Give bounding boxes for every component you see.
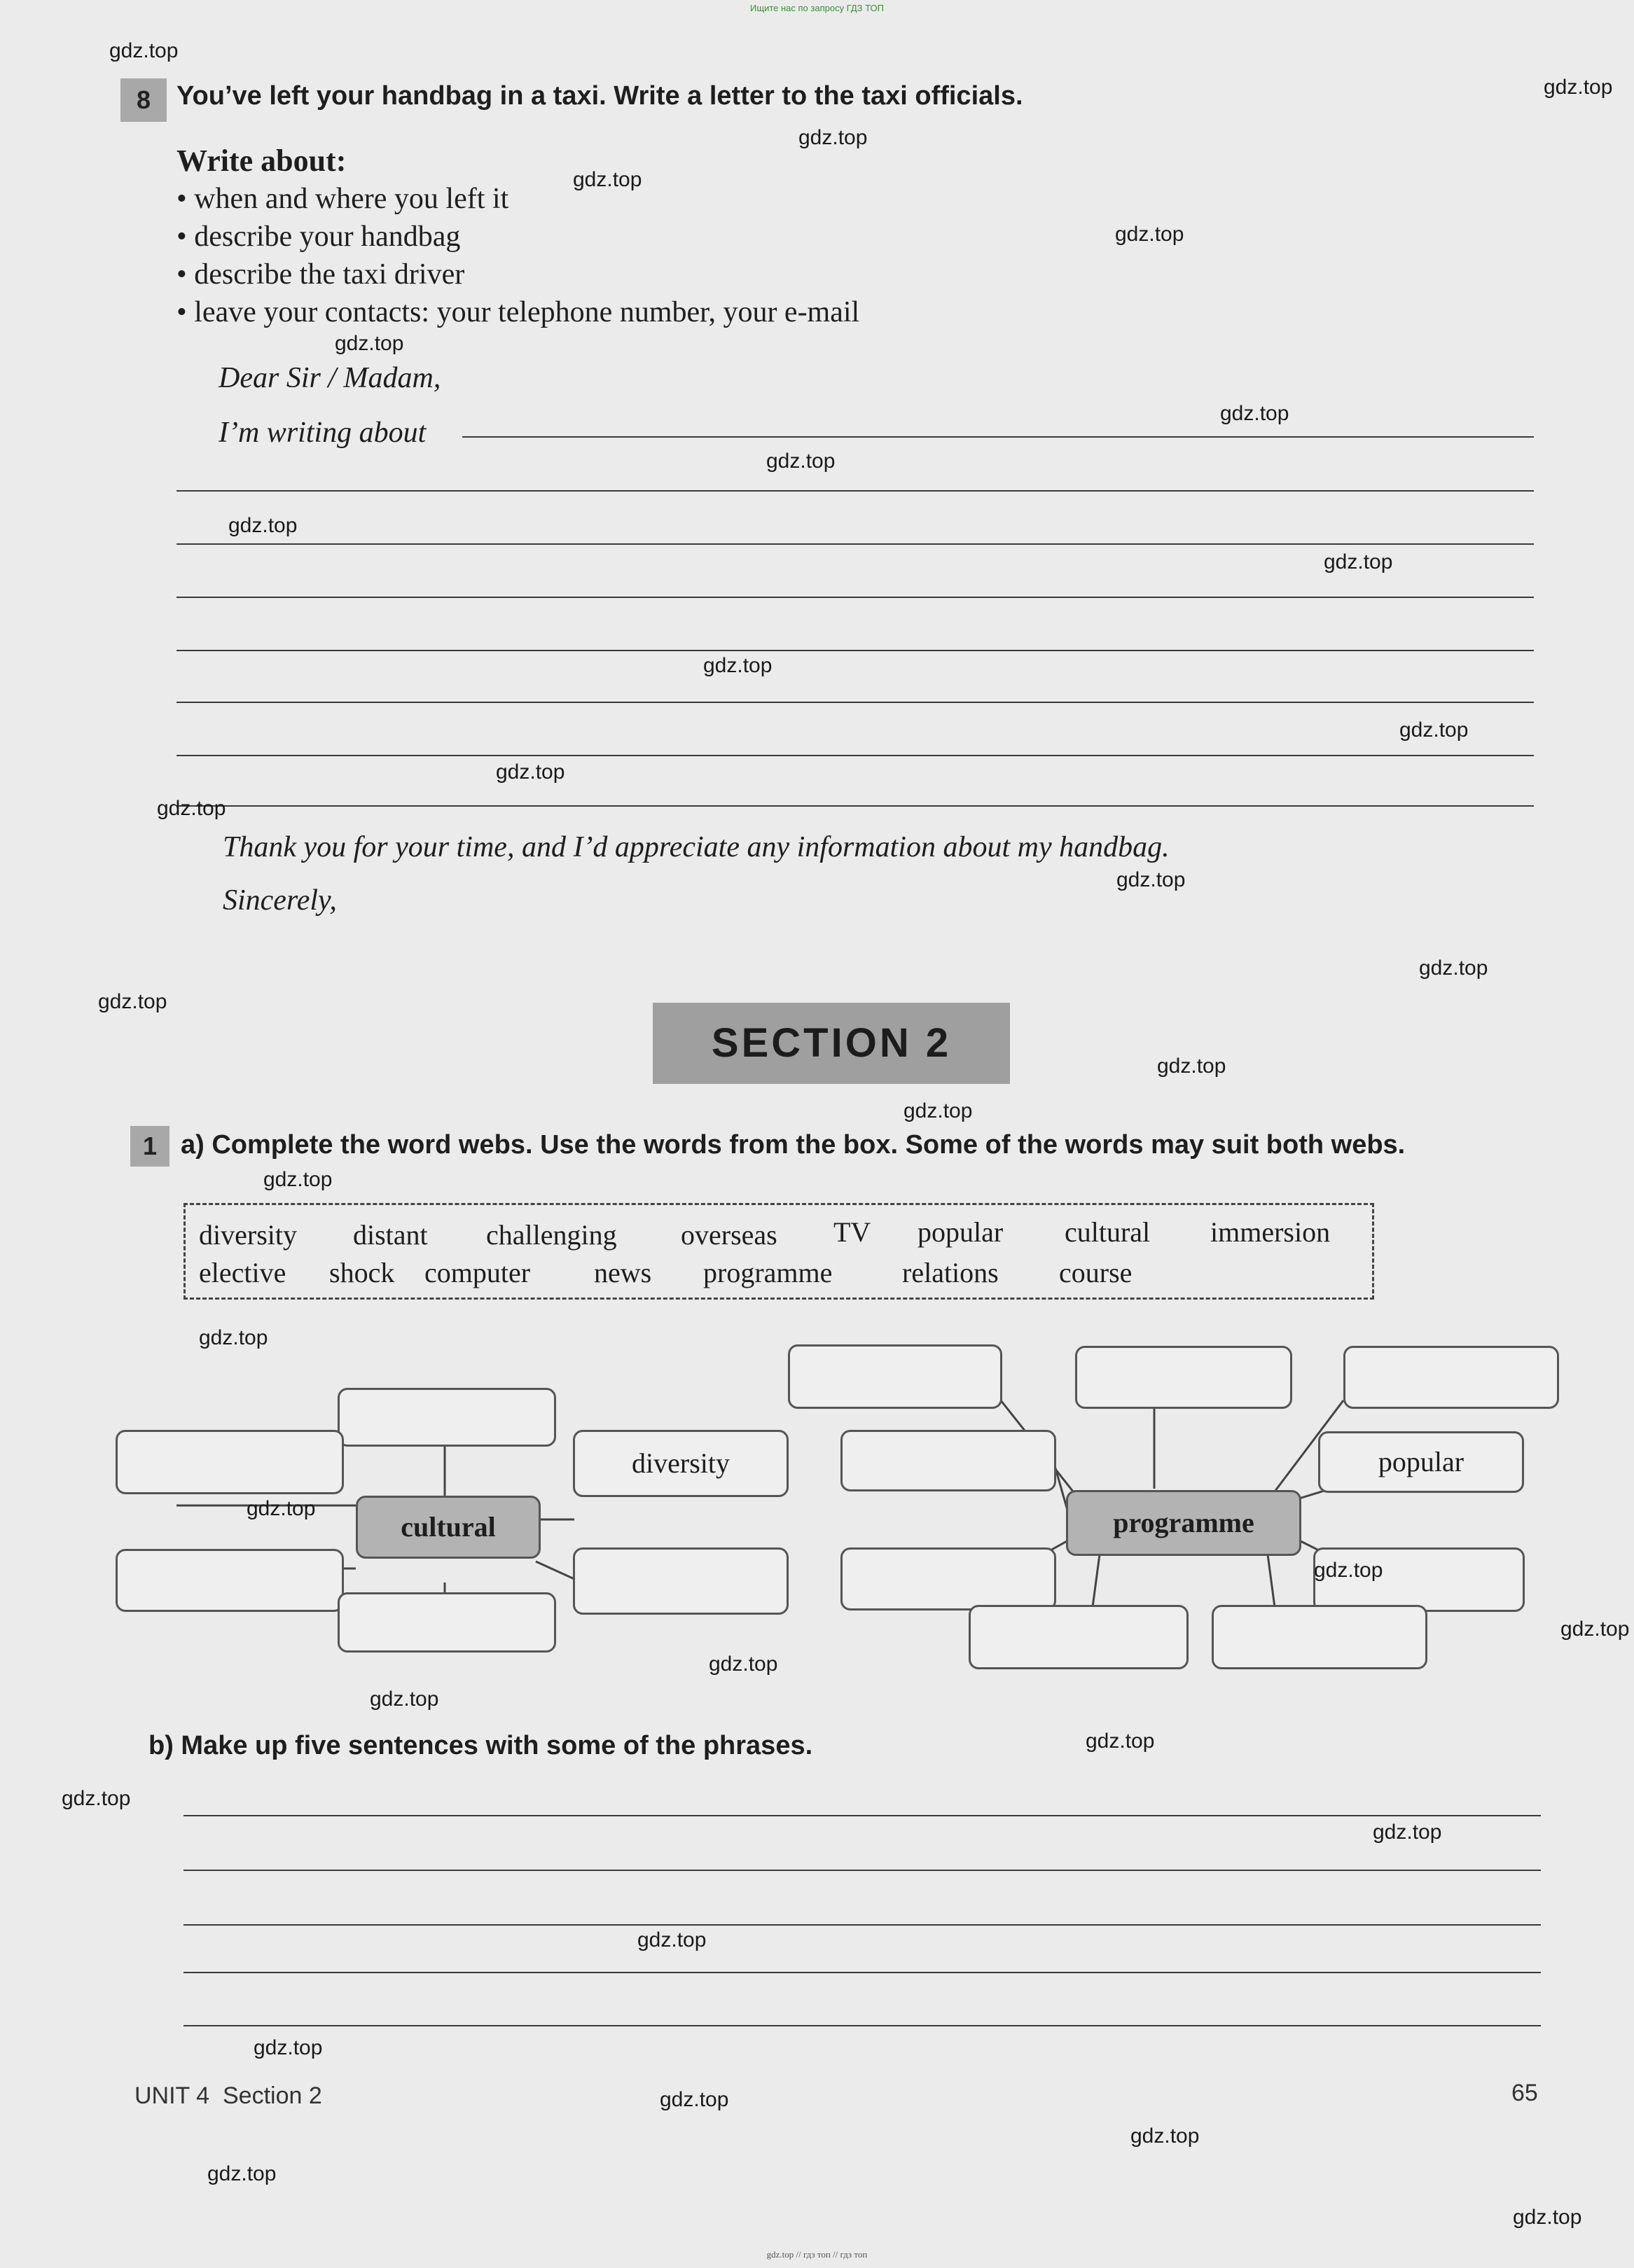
page-number: 65 xyxy=(1511,2080,1538,2106)
footer-unit-label: UNIT 4 xyxy=(134,2082,210,2109)
web-center-programme-text: programme xyxy=(1113,1507,1254,1538)
watermark: gdz.top xyxy=(1560,1617,1630,1641)
watermark: gdz.top xyxy=(1399,718,1469,742)
task-8-title: You’ve left your handbag in a taxi. Write a letter to the taxi officials. xyxy=(176,81,1023,111)
watermark: gdz.top xyxy=(709,1653,778,1676)
bullet-3-text: describe the taxi driver xyxy=(194,258,465,291)
watermark: gdz.top xyxy=(1115,223,1184,246)
word-popular: popular xyxy=(918,1216,1004,1248)
watermark: gdz.top xyxy=(1220,402,1289,425)
footer-section-label: Section 2 xyxy=(222,2082,322,2109)
web-box-diversity-text: diversity xyxy=(632,1447,730,1479)
bottom-note: gdz.top // гдз топ // гдз топ xyxy=(766,2249,868,2260)
watermark: gdz.top xyxy=(254,2036,323,2059)
watermark: gdz.top xyxy=(1324,550,1393,573)
letter-greeting: Dear Sir / Madam, xyxy=(219,362,441,394)
bullet-1: • when and where you left it xyxy=(176,183,509,215)
bullet-2: • describe your handbag xyxy=(176,221,461,253)
web-center-cultural-text: cultural xyxy=(401,1511,496,1543)
watermark: gdz.top xyxy=(798,126,868,149)
watermark: gdz.top xyxy=(1314,1559,1383,1582)
writing-line[interactable] xyxy=(184,1924,1541,1926)
watermark: gdz.top xyxy=(766,450,836,473)
watermark: gdz.top xyxy=(660,2088,729,2111)
web-center-cultural xyxy=(356,1496,541,1559)
web-center-programme xyxy=(1066,1490,1301,1556)
watermark: gdz.top xyxy=(62,1787,131,1810)
word-distant: distant xyxy=(353,1219,428,1251)
watermark: gdz.top xyxy=(1086,1730,1155,1753)
web-box-empty[interactable] xyxy=(969,1605,1189,1669)
word-news: news xyxy=(594,1257,652,1288)
word-tv: TV xyxy=(833,1216,871,1248)
section-title: SECTION 2 xyxy=(653,1003,1010,1084)
writing-line[interactable] xyxy=(184,1870,1541,1871)
watermark: gdz.top xyxy=(703,654,773,677)
letter-opening: I’m writing about xyxy=(219,417,427,449)
watermark: gdz.top xyxy=(1513,2206,1582,2229)
web-box-empty[interactable] xyxy=(788,1344,1002,1409)
word-computer: computer xyxy=(424,1257,531,1288)
word-programme: programme xyxy=(703,1257,833,1288)
task-1-part-b: b) Make up five sentences with some of the phrases. xyxy=(148,1731,813,1760)
watermark: gdz.top xyxy=(1116,868,1186,891)
watermark: gdz.top xyxy=(1419,956,1488,980)
watermark: gdz.top xyxy=(370,1688,439,1711)
watermark: gdz.top xyxy=(496,760,565,784)
watermark: gdz.top xyxy=(157,797,226,820)
writing-line[interactable] xyxy=(184,1815,1541,1816)
task-1-number: 1 xyxy=(130,1126,169,1167)
watermark: gdz.top xyxy=(263,1168,333,1191)
watermark: gdz.top xyxy=(228,514,298,537)
word-immersion: immersion xyxy=(1210,1216,1331,1248)
task-8-number: 8 xyxy=(120,78,167,122)
web-box-popular-text: popular xyxy=(1378,1446,1465,1477)
web-box-popular xyxy=(1318,1431,1524,1493)
watermark: gdz.top xyxy=(1157,1055,1226,1078)
task-1-part-a: a) Complete the word webs. Use the words from the box. Some of the words may suit both webs. xyxy=(181,1130,1406,1160)
top-note: Ищите нас по запросу ГДЗ ТОП xyxy=(750,3,884,13)
web-box-diversity xyxy=(573,1430,789,1497)
bullet-4-text: leave your contacts: your telephone number, your e-mail xyxy=(194,296,860,328)
watermark: gdz.top xyxy=(637,1928,707,1952)
web-box-empty[interactable] xyxy=(116,1549,344,1612)
bullet-2-text: describe your handbag xyxy=(194,221,461,253)
watermark: gdz.top xyxy=(98,990,167,1013)
watermark: gdz.top xyxy=(903,1099,973,1122)
footer-unit xyxy=(134,2082,322,2110)
web-box-empty[interactable] xyxy=(116,1430,344,1494)
writing-line[interactable] xyxy=(184,2025,1541,2026)
watermark: gdz.top xyxy=(335,332,404,355)
watermark: gdz.top xyxy=(1373,1821,1442,1844)
word-diversity: diversity xyxy=(199,1219,297,1251)
word-overseas: overseas xyxy=(681,1219,777,1251)
bullet-4: • leave your contacts: your telephone number, your e-mail xyxy=(176,296,860,328)
watermark: gdz.top xyxy=(199,1326,268,1349)
watermark: gdz.top xyxy=(573,168,642,191)
word-course: course xyxy=(1059,1257,1133,1288)
word-cultural: cultural xyxy=(1065,1216,1151,1248)
word-shock: shock xyxy=(329,1257,395,1288)
web-box-empty[interactable] xyxy=(840,1430,1056,1491)
web-box-empty[interactable] xyxy=(1343,1346,1559,1409)
writing-line[interactable] xyxy=(184,1972,1541,1973)
word-relations: relations xyxy=(902,1257,999,1288)
write-about-heading: Write about: xyxy=(176,144,347,178)
watermark: gdz.top xyxy=(109,39,179,62)
web-box-empty[interactable] xyxy=(338,1592,556,1653)
bullet-3: • describe the taxi driver xyxy=(176,258,465,291)
word-elective: elective xyxy=(199,1257,286,1288)
watermark: gdz.top xyxy=(1130,2124,1200,2148)
letter-signoff: Sincerely, xyxy=(223,884,337,917)
word-challenging: challenging xyxy=(486,1219,617,1251)
web-box-empty[interactable] xyxy=(338,1388,556,1447)
letter-closing: Thank you for your time, and I’d appreciate any information about my handbag. xyxy=(223,831,1170,863)
bullet-1-text: when and where you left it xyxy=(194,183,509,215)
watermark: gdz.top xyxy=(207,2162,277,2185)
watermark: gdz.top xyxy=(1544,76,1613,99)
web-box-empty[interactable] xyxy=(840,1547,1056,1610)
web-box-empty[interactable] xyxy=(1075,1346,1292,1409)
web-box-empty[interactable] xyxy=(1212,1605,1427,1669)
watermark: gdz.top xyxy=(247,1497,316,1520)
web-box-empty[interactable] xyxy=(573,1547,789,1615)
